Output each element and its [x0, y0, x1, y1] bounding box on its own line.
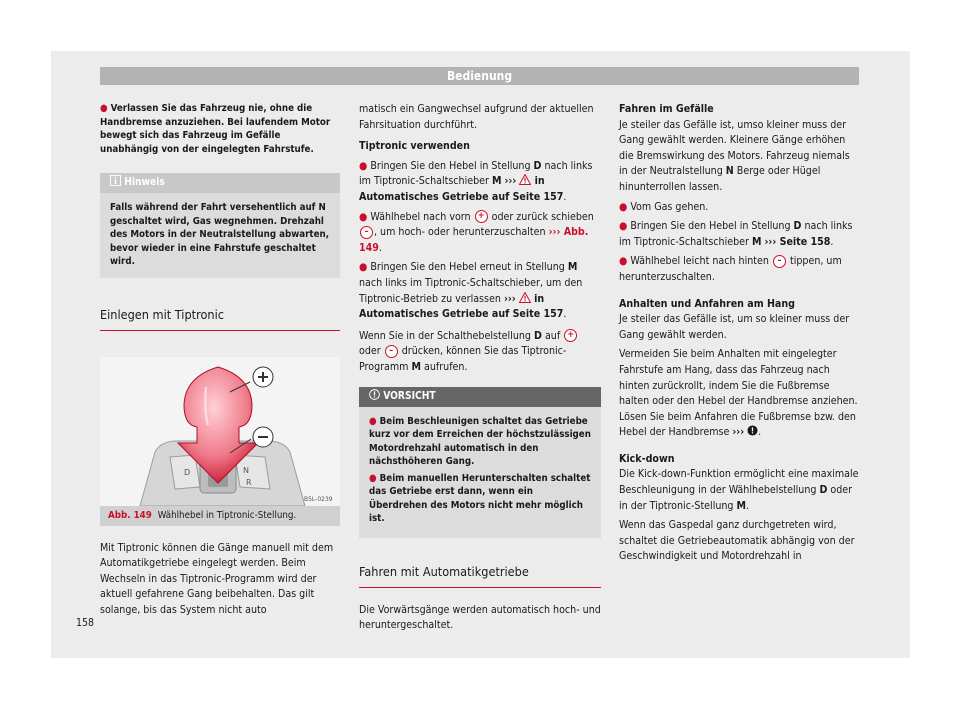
heading-gefaelle: Fahren im Gefälle [619, 103, 714, 115]
ref-link[interactable]: Automatisches Getriebe auf Seite 157 [359, 308, 564, 321]
intro-paragraph: Mit Tiptronic können die Gänge manuell mit dem Automatikgetriebe eingelegt werden. Beim Wechseln in das Tiptronic-Programm wird der aktuell gefahrene Gang beibehalten. Das gilt solange, bis das System nicht auto [100, 541, 334, 616]
paragraph-tiptronic-program: Wenn Sie in der Schalthebelstellung D auf + oder – drücken, können Sie das Tiptronic-Programm M aufrufen. [359, 329, 601, 376]
figure-ref-link[interactable]: ››› Abb. 149 [359, 226, 589, 254]
paragraph-hang-2: Vermeiden Sie beim Anhalten mit eingelegter Fahrstufe am Hang, dass das Fahrzeug nach hinten zurückrollt, indem Sie die Fußbremse halten oder den Hebel der Handbremse anziehen. Lösen Sie beim Anfahren die Fußbremse bzw. den Hebel der Handbremse ››› . [619, 348, 858, 439]
minus-key-icon: – [773, 255, 786, 268]
warning-icon [519, 174, 531, 185]
bullet-icon: ● [359, 159, 368, 172]
paragraph-kickdown-2: Wenn das Gaspedal ganz durchgetreten wird, schaltet die Getriebeautomatik abhängig von der Geschwindigkeit und Motordrehzahl in [619, 519, 855, 563]
caution-icon [369, 389, 380, 400]
paragraph-hang-1: Je steiler das Gefälle ist, um so kleiner muss der Gang gewählt werden. [619, 313, 850, 341]
bullet-icon: ● [619, 220, 628, 233]
ref-link[interactable]: Automatisches Getriebe auf Seite 157 [359, 190, 564, 203]
page-header: Bedienung [100, 67, 859, 85]
info-icon [110, 175, 121, 186]
warning-icon [519, 292, 531, 303]
section-title-automatik: Fahren mit Automatikgetriebe [359, 564, 601, 588]
page-number: 158 [76, 617, 95, 629]
bullet-1: ● Vom Gas gehen. [619, 200, 709, 213]
figure-caption: Abb. 149 Wählhebel in Tiptronic-Stellung. [100, 506, 340, 526]
column-3 [619, 102, 860, 565]
hinweis-box [100, 173, 340, 278]
section-title-tiptronic: Einlegen mit Tiptronic [100, 307, 340, 331]
bullet-1: ● Bringen Sie den Hebel in Stellung D nach links im Tiptronic-Schaltschieber M ››› in Automatisches Getriebe auf Seite 157. [359, 159, 593, 203]
vorsicht-header: VORSICHT [359, 387, 601, 407]
svg-text:R: R [246, 477, 252, 487]
gear-lever-illustration [100, 357, 340, 506]
text-continued: matisch ein Gangwechsel aufgrund der aktuellen Fahrsituation durchführt. [359, 103, 594, 131]
warning-lead: ● Verlassen Sie das Fahrzeug nie, ohne die Handbremse anzuziehen. Bei laufendem Motor bewegt sich das Fahrzeug im Gefälle unabhängig von der eingelegten Fahrstufe. [100, 103, 331, 155]
plus-key-icon: + [564, 329, 577, 342]
heading-hang: Anhalten und Anfahren am Hang [619, 297, 795, 310]
bullet-3: ● Wählhebel leicht nach hinten – tippen, um herunterzuschalten. [619, 255, 842, 283]
hinweis-header: Hinweis [100, 173, 340, 193]
vorsicht-item: ● Beim Beschleunigen schaltet das Getriebe kurz vor dem Erreichen der höchstzulässigen Motordrehzahl automatisch in den nächsthöheren Gang. [369, 415, 591, 467]
column-1 [100, 102, 340, 618]
svg-text:N: N [243, 465, 249, 475]
figure-149 [100, 357, 340, 526]
minus-key-icon: – [360, 226, 373, 239]
bullet-3: ● Bringen Sie den Hebel erneut in Stellung M nach links im Tiptronic-Schaltschieber, um den Tiptronic-Betrieb zu verlassen ››› in Automatisches Getriebe auf Seite 157. [359, 261, 583, 321]
minus-key-icon: – [385, 345, 398, 358]
bullet-icon: ● [619, 255, 628, 268]
vorsicht-box [359, 387, 601, 538]
bullet-icon: ● [369, 472, 380, 484]
ref-link[interactable]: ››› Seite 158 [764, 235, 831, 248]
heading-kickdown: Kick-down [619, 452, 675, 465]
bullet-icon: ● [369, 415, 380, 427]
figure-code: B5L-0239 [304, 495, 333, 503]
paragraph-gefaelle: Je steiler das Gefälle ist, umso kleiner muss der Gang gewählt werden. Kleinere Gänge erhöhen die Bremswirkung des Motors. Fahrzeug niemals in der Neutralstellung N Berge oder Hügel hinunterrollen lassen. [619, 118, 850, 193]
bullet-icon: ● [619, 200, 628, 213]
vorsicht-body [359, 407, 601, 538]
svg-text:D: D [184, 467, 191, 477]
hinweis-body: Falls während der Fahrt versehentlich auf N geschaltet wird, Gas wegnehmen. Drehzahl des Motors in der Neutralstellung abwarten, bevor wieder in eine Fahrstufe geschaltet wird. [110, 202, 330, 267]
subheading-tiptronic: Tiptronic verwenden [359, 140, 470, 153]
bullet-2: ● Wählhebel nach vorn + oder zurück schieben – , um hoch- oder herunterzuschalten ››› Abb. 149. [359, 210, 594, 254]
bullet-icon: ● [359, 261, 368, 274]
bullet-2: ● Bringen Sie den Hebel in Stellung D nach links im Tiptronic-Schaltschieber M ››› Seite 158. [619, 220, 853, 248]
vorsicht-item: ● Beim manuellen Herunterschalten schaltet das Getriebe erst dann, wenn ein Überdrehen des Motors nicht mehr möglich ist. [369, 472, 591, 524]
plus-key-icon: + [475, 210, 488, 223]
caution-icon [747, 425, 758, 436]
column-2 [359, 102, 601, 634]
paragraph-forward-gears: Die Vorwärtsgänge werden automatisch hoch- und heruntergeschaltet. [359, 603, 601, 632]
bullet-icon: ● [100, 103, 111, 114]
bullet-icon: ● [359, 210, 368, 223]
paragraph-kickdown-1: Die Kick-down-Funktion ermöglicht eine maximale Beschleunigung in der Wählhebelstellung D oder in der Tiptronic-Stellung M. [619, 468, 859, 512]
